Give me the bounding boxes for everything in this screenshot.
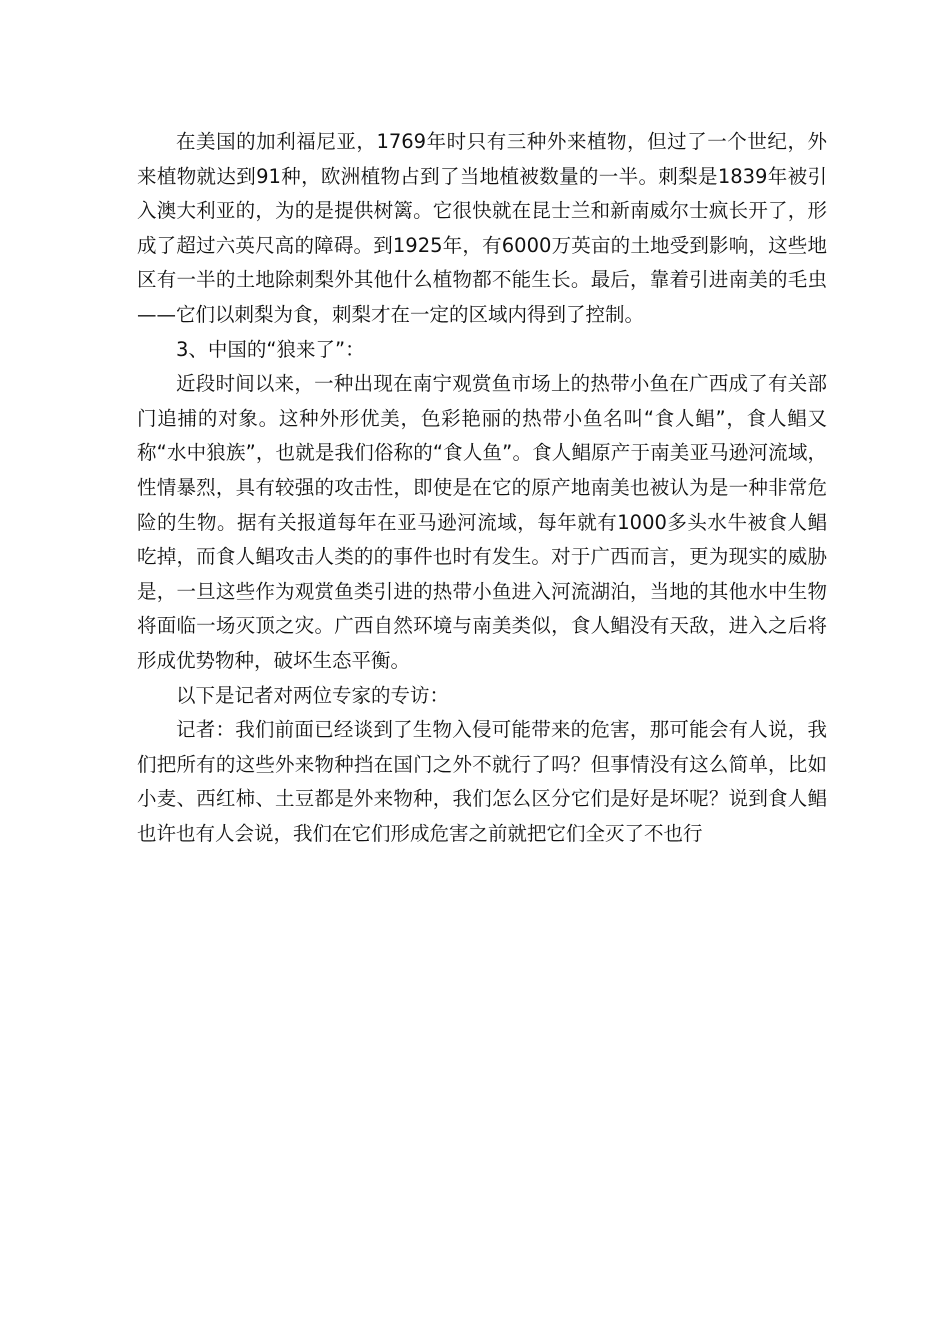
paragraph-interview-intro: 以下是记者对两位专家的专访： — [176, 683, 450, 707]
document-body — [137, 125, 827, 851]
section-heading-china: 3、中国的“狼来了”： — [176, 337, 365, 361]
paragraph-reporter-question: 记者：我们前面已经谈到了生物入侵可能带来的危害，那可能会有人说，我们把所有的这些外来物种挡在国门之外不就行了吗？但事情没有这么简单，比如小麦、西红柿、土豆都是外来物种，我们怎么区分它们是好是坏呢？说到食人鲳也许也有人会说，我们在它们形成危害之前就把它们全灭了不也行 — [137, 718, 827, 845]
paragraph-california-plants: 在美国的加利福尼亚，1769年时只有三种外来植物，但过了一个世纪，外来植物就达到91种，欧洲植物占到了当地植被数量的一半。刺梨是1839年被引入澳大利亚的，为的是提供树篱。它很快就在昆士兰和新南威尔士疯长开了，形成了超过六英尺高的障碍。到1925年，有6000万英亩的土地受到影响，这些地区有一半的土地除刺梨外其他什么植物都不能生长。最后，靠着引进南美的毛虫——它们以刺梨为食，刺梨才在一定的区域内得到了控制。 — [137, 130, 827, 326]
paragraph-piranha: 近段时间以来，一种出现在南宁观赏鱼市场上的热带小鱼在广西成了有关部门追捕的对象。这种外形优美，色彩艳丽的热带小鱼名叫“食人鲳”，食人鲳又称“水中狼族”，也就是我们俗称的“食人鱼”。食人鲳原产于南美亚马逊河流域，性情暴烈，具有较强的攻击性，即使是在它的原产地南美也被认为是一种非常危险的生物。据有关报道每年在亚马逊河流域，每年就有1000多头水牛被食人鲳吃掉，而食人鲳攻击人类的的事件也时有发生。对于广西而言，更为现实的威胁是，一旦这些作为观赏鱼类引进的热带小鱼进入河流湖泊，当地的其他水中生物将面临一场灭顶之灾。广西自然环境与南美类似，食人鲳没有天敌，进入之后将形成优势物种，破坏生态平衡。 — [137, 372, 827, 672]
